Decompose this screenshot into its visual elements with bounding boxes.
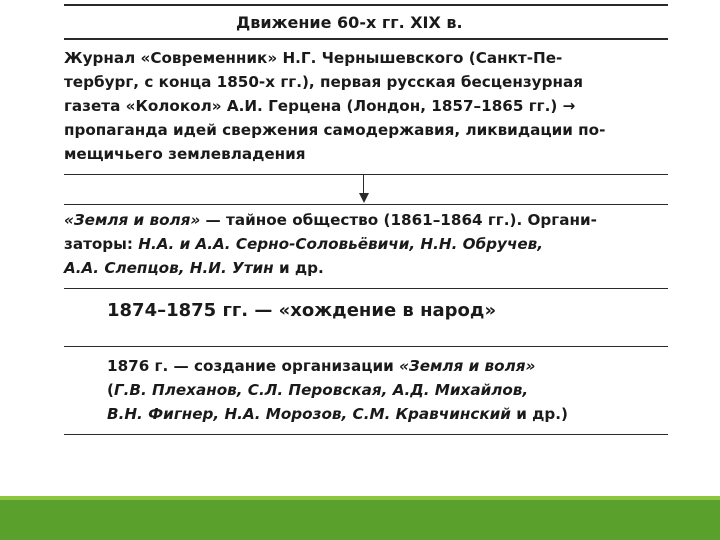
block-journal-propaganda (64, 46, 605, 166)
block4-line (107, 402, 568, 426)
block-zemlya-i-volya-1861 (64, 208, 597, 280)
organizers-names-cont: А.А. Слепцов, Н.И. Утин (64, 259, 274, 277)
block1-bottom-rule (64, 174, 668, 175)
top-rule (64, 4, 668, 6)
organizers-etc: и др. (273, 259, 324, 277)
page-title: Движение 60-х гг. XIX в. (236, 13, 463, 32)
block1-line: Журнал «Современник» Н.Г. Чернышевского (Санкт-Пе- (64, 49, 563, 67)
organizers-label: заторы: (64, 235, 139, 253)
block4-line (107, 354, 568, 378)
organizers-names: Н.А. и А.А. Серно-Соловьёвичи, Н.Н. Обручев, (138, 235, 544, 253)
members-names-cont: В.Н. Фигнер, Н.А. Морозов, С.М. Кравчинский (107, 405, 511, 423)
block1-line: газета «Колокол» А.И. Герцена (Лондон, 1857–1865 гг.) → (64, 97, 576, 115)
block2-line (64, 256, 597, 280)
footer-accent-bar (0, 500, 720, 540)
khozhdenie-v-narod: 1874–1875 гг. — «хождение в народ» (107, 300, 497, 321)
block1-line: пропаганда идей свержения самодержавия, ликвидации по- (64, 121, 606, 139)
block1-line: тербург, с конца 1850-х гг.), первая русская бесцензурная (64, 73, 583, 91)
block1-line: мещичьего землевладения (64, 145, 306, 163)
paren-open: ( (107, 381, 114, 399)
society-description: — тайное общество (1861–1864 гг.). Органи- (200, 211, 597, 229)
down-arrow-icon (359, 193, 369, 203)
title-rule (64, 38, 668, 40)
society-name: «Земля и воля» (64, 211, 201, 229)
block-zemlya-i-volya-1876 (107, 354, 568, 426)
block4-top-rule (64, 346, 668, 347)
members-names: Г.В. Плеханов, С.Л. Перовская, А.Д. Михайлов, (113, 381, 529, 399)
block2-line (64, 232, 597, 256)
organization-name: «Земля и воля» (399, 357, 536, 375)
block4-line (107, 378, 568, 402)
bottom-rule (64, 434, 668, 435)
block2-line (64, 208, 597, 232)
event-date: 1876 г. — создание организации (107, 357, 400, 375)
members-etc: и др.) (510, 405, 569, 423)
block2-top-rule (64, 204, 668, 205)
block3-top-rule (64, 288, 668, 289)
